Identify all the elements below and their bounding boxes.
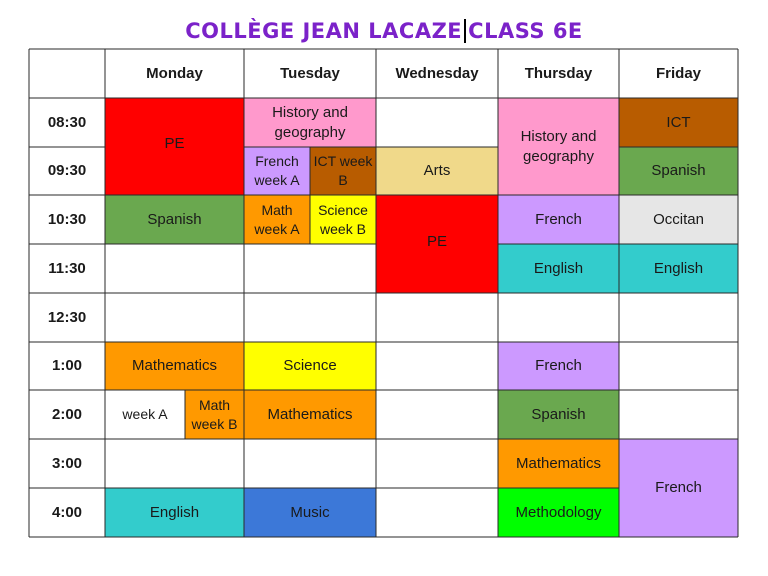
session-mon-math-week-b: Math week B	[185, 390, 244, 439]
time-label: 2:00	[51, 405, 83, 423]
day-header-friday: Friday	[655, 64, 701, 82]
time-label: 12:30	[47, 308, 87, 326]
time-label: 10:30	[47, 210, 87, 228]
session-mon-mathematics: Mathematics	[105, 342, 244, 390]
session-thu-english: English	[498, 244, 619, 293]
session-tue-science-week-b: Science week B	[310, 195, 376, 244]
school-name: COLLÈGE JEAN LACAZE	[185, 19, 463, 43]
session-fri-french: French	[619, 439, 738, 537]
time-label: 09:30	[47, 162, 87, 179]
time-label: 08:30	[47, 113, 87, 131]
time-label: 1:00	[51, 357, 83, 374]
session-thu-methodology: Methodology	[498, 488, 619, 537]
session-thu-french-2: French	[498, 342, 619, 390]
session-fri-occitan: Occitan	[619, 195, 738, 244]
session-thu-mathematics: Mathematics	[498, 439, 619, 488]
session-tue-science: Science	[244, 342, 376, 390]
session-fri-english: English	[619, 244, 738, 293]
session-thu-french-1: French	[498, 195, 619, 244]
day-header-monday: Monday	[146, 64, 203, 82]
session-tue-mathematics: Mathematics	[244, 390, 376, 439]
time-label: 4:00	[51, 503, 83, 521]
session-tue-music: Music	[244, 488, 376, 537]
class-name: CLASS 6E	[468, 19, 583, 43]
session-tue-math-week-a: Math week A	[244, 195, 310, 244]
session-mon-english: English	[105, 488, 244, 537]
day-header-thursday: Thursday	[524, 64, 593, 82]
page-title	[0, 14, 768, 48]
session-mon-pe: PE	[105, 98, 244, 195]
time-label: 3:00	[51, 454, 83, 472]
session-tue-history: History and geography	[244, 98, 376, 147]
session-mon-spanish: Spanish	[105, 195, 244, 244]
session-tue-ict-week-b: ICT week B	[310, 147, 376, 195]
session-thu-history: History and geography	[498, 98, 619, 195]
day-header-tuesday: Tuesday	[280, 64, 340, 82]
session-fri-spanish: Spanish	[619, 147, 738, 195]
session-wed-pe: PE	[376, 195, 498, 293]
text-cursor	[464, 19, 466, 43]
session-tue-french-week-a: French week A	[244, 147, 310, 195]
session-mon-week-a: week A	[105, 390, 185, 439]
session-wed-arts: Arts	[376, 147, 498, 195]
session-thu-spanish: Spanish	[498, 390, 619, 439]
session-fri-ict: ICT	[619, 98, 738, 147]
day-header-wednesday: Wednesday	[395, 64, 479, 82]
time-label: 11:30	[48, 259, 86, 277]
